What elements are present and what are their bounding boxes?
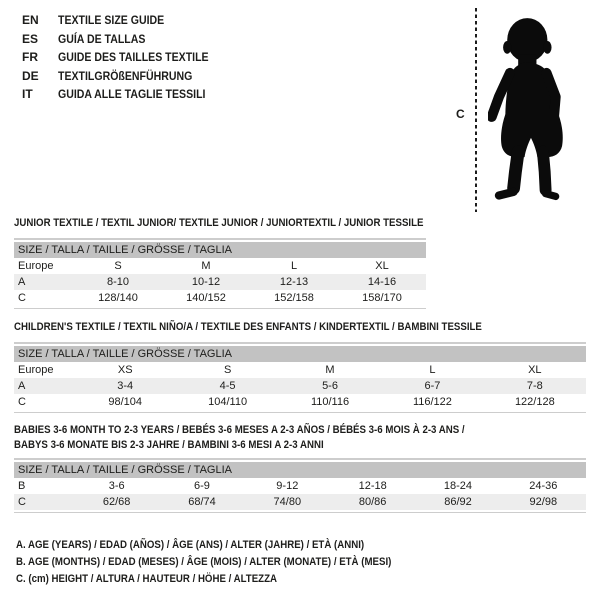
legend-text: B. AGE (MONTHS) / EDAD (MESES) / ÂGE (MOIS) / ALTER (MONATE) / ETÀ (MESI) bbox=[16, 556, 392, 568]
table-cell: S bbox=[114, 260, 122, 272]
table-cell: 140/152 bbox=[186, 292, 226, 304]
legend-line-b bbox=[16, 554, 443, 571]
table-cell: 86/92 bbox=[444, 496, 472, 508]
table-cell: 9-12 bbox=[276, 480, 299, 492]
table-cell: 110/116 bbox=[310, 396, 350, 408]
table-cell: 122/128 bbox=[514, 396, 555, 408]
table-cell: XL bbox=[528, 364, 542, 376]
legend-text: A. AGE (YEARS) / EDAD (AÑOS) / ÂGE (ANS) / ALTER (JAHRE) / ETÀ (ANNI) bbox=[16, 539, 365, 551]
lang-title: GUÍA DE TALLAS bbox=[58, 31, 146, 46]
section-title-children bbox=[14, 321, 586, 334]
table-row-europe bbox=[14, 258, 426, 274]
children-size-table bbox=[14, 342, 586, 413]
legend-line-a bbox=[16, 537, 443, 554]
table-cell: 6-7 bbox=[424, 380, 441, 392]
table-cell: 80/86 bbox=[358, 496, 387, 508]
section-title-babies bbox=[14, 423, 586, 453]
table-cell: 18-24 bbox=[443, 480, 473, 492]
table-cell: 62/68 bbox=[102, 496, 131, 508]
table-header-text: SIZE / TALLA / TAILLE / GRÖSSE / TAGLIA bbox=[18, 464, 232, 476]
table-cell: 152/158 bbox=[274, 292, 314, 304]
table-cell: 116/122 bbox=[412, 396, 452, 408]
row-label: Europe bbox=[18, 260, 54, 272]
children-section bbox=[14, 321, 586, 413]
lang-code: IT bbox=[22, 87, 33, 102]
table-cell: 92/98 bbox=[529, 496, 558, 508]
table-cell: 98/104 bbox=[108, 396, 143, 408]
legend-line-c bbox=[16, 571, 443, 588]
section-title-text-line1: BABIES 3-6 MONTH TO 2-3 YEARS / BEBÉS 3-6 MESES A 2-3 AÑOS / BÉBÉS 3-6 MOIS À 2-3 ANS / bbox=[14, 424, 465, 436]
section-title-text: JUNIOR TEXTILE / TEXTIL JUNIOR/ TEXTILE JUNIOR / JUNIORTEXTIL / JUNIOR TESSILE bbox=[14, 217, 424, 229]
row-label: A bbox=[18, 380, 26, 392]
row-label: C bbox=[18, 396, 26, 408]
row-label: Europe bbox=[18, 364, 54, 376]
language-title-block bbox=[22, 11, 229, 104]
table-cell: XS bbox=[117, 364, 133, 376]
lang-title: TEXTILGRÖßENFÜHRUNG bbox=[58, 68, 193, 83]
lang-row-es bbox=[22, 30, 229, 49]
lang-title: GUIDE DES TAILLES TEXTILE bbox=[58, 50, 209, 65]
lang-row-fr bbox=[22, 48, 229, 67]
table-row-age bbox=[14, 274, 426, 290]
lang-code: EN bbox=[22, 13, 39, 27]
junior-section bbox=[14, 217, 426, 309]
table-cell: XL bbox=[375, 260, 389, 272]
table-cell: 6-9 bbox=[194, 480, 210, 492]
table-cell: M bbox=[325, 364, 335, 376]
table-cell: 24-36 bbox=[529, 480, 558, 492]
lang-title: GUIDA ALLE TAGLIE TESSILI bbox=[58, 87, 206, 102]
table-cell: 12-18 bbox=[358, 480, 387, 492]
lang-code: FR bbox=[22, 50, 38, 65]
table-cell: 3-4 bbox=[117, 380, 134, 392]
table-cell: 5-6 bbox=[322, 380, 338, 392]
table-cell: 4-5 bbox=[219, 380, 236, 392]
baby-height-figure bbox=[452, 6, 597, 216]
table-header-text: SIZE / TALLA / TAILLE / GRÖSSE / TAGLIA bbox=[18, 348, 232, 360]
row-label: C bbox=[18, 496, 26, 508]
table-row-height bbox=[14, 290, 426, 306]
table-row-europe bbox=[14, 362, 586, 378]
table-cell: 3-6 bbox=[108, 480, 125, 492]
table-row-months bbox=[14, 478, 586, 494]
table-cell: S bbox=[223, 364, 232, 376]
table-cell: 8-10 bbox=[106, 276, 130, 288]
table-cell: 104/110 bbox=[208, 396, 248, 408]
table-row-height bbox=[14, 494, 586, 510]
measure-legend bbox=[16, 537, 443, 588]
table-cell: 74/80 bbox=[273, 496, 302, 508]
section-title-junior bbox=[14, 217, 426, 230]
table-header-bar bbox=[14, 346, 586, 362]
row-label: C bbox=[18, 292, 26, 304]
lang-row-it bbox=[22, 85, 229, 104]
lang-row-en bbox=[22, 11, 229, 30]
section-title-text-line2: BABYS 3-6 MONATE BIS 2-3 JAHRE / BAMBINI 3-6 MESI A 2-3 ANNI bbox=[14, 439, 324, 451]
baby-silhouette-icon bbox=[488, 10, 584, 210]
height-measure-label: C bbox=[456, 107, 465, 121]
table-header-text: SIZE / TALLA / TAILLE / GRÖSSE / TAGLIA bbox=[18, 244, 232, 256]
table-cell: 7-8 bbox=[526, 380, 543, 392]
table-cell: 14-16 bbox=[367, 276, 397, 288]
table-cell: L bbox=[290, 260, 298, 272]
babies-size-table bbox=[14, 458, 586, 513]
height-measure-line bbox=[475, 8, 477, 212]
lang-title: TEXTILE SIZE GUIDE bbox=[58, 13, 165, 27]
babies-section bbox=[14, 423, 586, 513]
legend-text: C. (cm) HEIGHT / ALTURA / HAUTEUR / HÖHE / ALTEZZA bbox=[16, 573, 278, 585]
table-row-height bbox=[14, 394, 586, 410]
table-cell: 128/140 bbox=[98, 292, 138, 304]
table-header-bar bbox=[14, 462, 586, 478]
table-header-bar bbox=[14, 242, 426, 258]
table-cell: 158/170 bbox=[362, 292, 402, 304]
table-cell: 10-12 bbox=[191, 276, 221, 288]
table-cell: 12-13 bbox=[279, 276, 309, 288]
section-title-text: CHILDREN'S TEXTILE / TEXTIL NIÑO/A / TEXTILE DES ENFANTS / KINDERTEXTIL / BAMBINI TESSILE bbox=[14, 321, 482, 333]
junior-size-table bbox=[14, 238, 426, 309]
lang-code: DE bbox=[22, 68, 39, 83]
table-cell: M bbox=[201, 260, 211, 272]
row-label: A bbox=[18, 276, 26, 288]
table-cell: 68/74 bbox=[188, 496, 216, 508]
table-row-age bbox=[14, 378, 586, 394]
row-label: B bbox=[18, 480, 26, 492]
lang-code: ES bbox=[22, 31, 39, 46]
table-cell: L bbox=[429, 364, 436, 376]
lang-row-de bbox=[22, 67, 229, 86]
